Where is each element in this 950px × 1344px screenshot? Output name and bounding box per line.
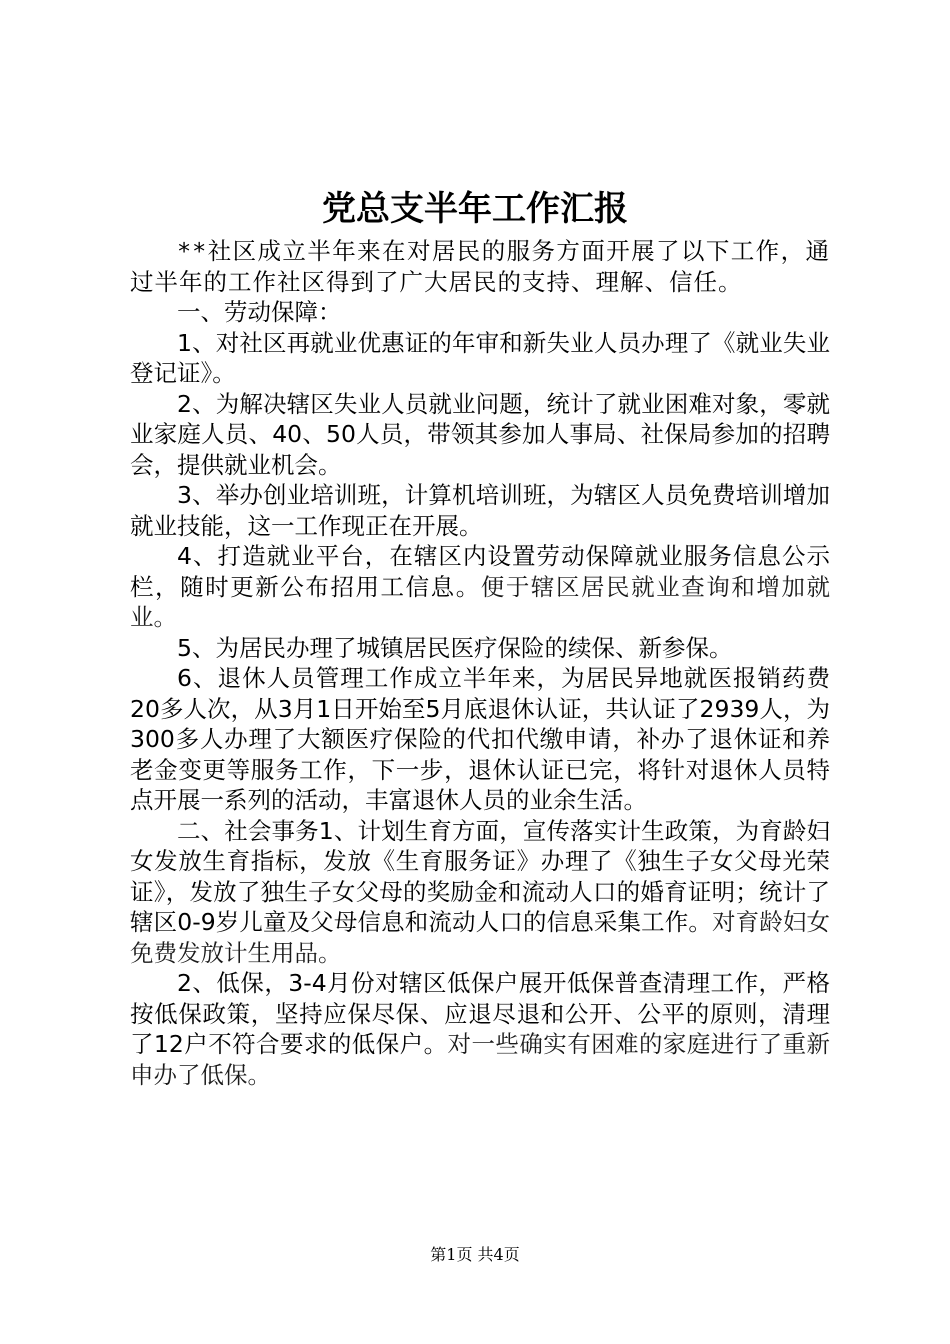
paragraph-item-4	[130, 541, 830, 633]
paragraph-social-item-2	[130, 968, 830, 1090]
paragraph-tail: 对一些确实有困难的家庭进行了重新申办了低保。	[130, 1030, 831, 1089]
paragraph-text: 2、为解决辖区失业人员就业问题，统计了就业困难对象，零就业家庭人员、40、50人员，带领其参加人事局、社保局参加的招聘会，提供就业机会。	[130, 389, 830, 479]
paragraph-text: 二、社会事务1、计划生育方面，宣传落实计生政策，为育龄妇女发放生育指标，发放《生育服务证》办理了《独生子女父母光荣证》，发放了独生子女父母的奖励金和流动人口的婚育证明；统计了辖区0-9岁儿童及父母信息和流动人口的信息采集工作。	[130, 816, 830, 936]
paragraph-item-1	[130, 328, 830, 389]
paragraph-text: 2、低保，3-4月份对辖区低保户展开低保普查清理工作，严格按低保政策，坚持应保尽保、应退尽退和公开、公平的原则，清理了12户不符合要求的低保户。	[130, 969, 830, 1058]
paragraph-item-3	[130, 480, 830, 541]
paragraph-intro	[130, 236, 830, 297]
paragraph-text: 1、对社区再就业优惠证的年审和新失业人员办理了《就业失业登记证》。	[130, 328, 830, 387]
paragraph-tail: 对育龄妇女免费发放计生用品。	[130, 908, 830, 967]
paragraph-section-social	[130, 816, 830, 969]
paragraph-item-5	[130, 633, 830, 664]
document-body	[130, 236, 830, 1090]
paragraph-text: 一、劳动保障：	[177, 298, 342, 326]
page-footer: 第1页 共4页	[430, 1245, 520, 1264]
paragraph-section-labor	[130, 297, 830, 328]
paragraph-text: 4、打造就业平台，在辖区内设置劳动保障就业服务信息公示栏，随时更新公布招用工信息。	[130, 542, 830, 601]
paragraph-text: 3、举办创业培训班，计算机培训班，为辖区人员免费培训增加就业技能，这一工作现正在开展。	[130, 481, 830, 540]
paragraph-item-2	[130, 389, 830, 481]
document-title: 党总支半年工作汇报	[322, 189, 628, 229]
paragraph-item-6	[130, 663, 830, 816]
paragraph-text: 5、为居民办理了城镇居民医疗保险的续保、新参保。	[177, 633, 733, 662]
paragraph-tail: 便于辖区居民就业查询和增加就业。	[130, 572, 831, 631]
paragraph-text: **社区成立半年来在对居民的服务方面开展了以下工作，通过半年的工作社区得到了广大居民的支持、理解、信任。	[130, 237, 830, 296]
paragraph-text: 6、退休人员管理工作成立半年来，为居民异地就医报销药费20多人次，从3月1日开始至5月底退休认证，共认证了2939人，为300多人办理了大额医疗保险的代扣代缴申请，补办了退休证和养老金变更等服务工作，下一步，退休认证已完，将针对退休人员特点开展一系列的活动，丰富退休人员的业余生活。	[130, 664, 830, 814]
